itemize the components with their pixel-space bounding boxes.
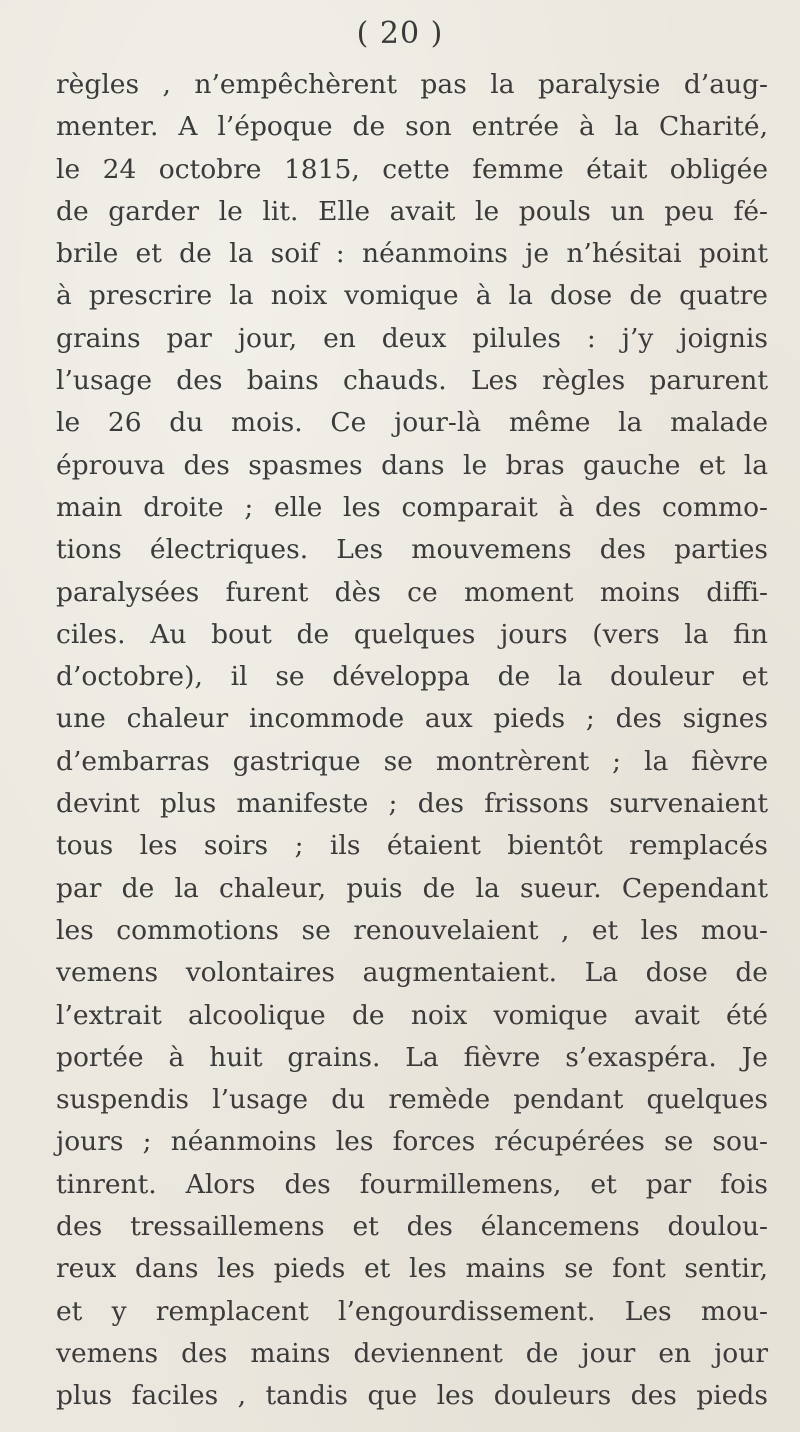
text-line: jours ; néanmoins les forces récupérées se sou- [56,1126,768,1158]
text-line: et y remplacent l’engourdissement. Les mou- [56,1295,768,1327]
text-line: le 26 du mois. Ce jour-là même la malade [56,407,768,439]
text-line: à prescrire la noix vomique à la dose de quatre [56,280,768,312]
text-line: tinrent. Alors des fourmillemens, et par fois [56,1168,768,1200]
text-line: d’octobre), il se développa de la douleur et [56,661,768,693]
text-line: vemens des mains deviennent de jour en jour [56,1337,768,1369]
text-line: suspendis l’usage du remède pendant quelques [56,1084,768,1116]
text-line: devint plus manifeste ; des frissons survenaient [56,788,768,820]
text-line: l’usage des bains chauds. Les règles parurent [56,365,768,397]
text-line: main droite ; elle les comparait à des commo- [56,491,768,523]
text-line: tions électriques. Les mouvemens des parties [56,534,768,566]
text-line: reux dans les pieds et les mains se font sentir, [56,1253,768,1285]
text-line: les commotions se renouvelaient , et les mou- [56,914,768,946]
text-line: portée à huit grains. La fièvre s’exaspéra. Je [56,1041,768,1073]
text-line: éprouva des spasmes dans le bras gauche et la [56,449,768,481]
text-line: l’extrait alcoolique de noix vomique avait été [56,999,768,1031]
text-line: brile et de la soif : néanmoins je n’hésitai point [56,238,768,270]
text-line: menter. A l’époque de son entrée à la Charité, [56,111,768,143]
page-number: ( 20 ) [356,16,444,51]
text-line: paralysées furent dès ce moment moins diffi- [56,576,768,608]
body-text [56,64,768,1418]
text-line: par de la chaleur, puis de la sueur. Cependant [56,872,768,904]
text-line: règles , n’empêchèrent pas la paralysie d’aug- [56,69,768,100]
text-line: tous les soirs ; ils étaient bientôt remplacés [56,830,768,862]
text-line: de garder le lit. Elle avait le pouls un peu fé- [56,195,768,227]
text-line: ciles. Au bout de quelques jours (vers la fin [56,618,768,650]
text-line: grains par jour, en deux pilules : j’y joignis [56,322,768,354]
text-line: d’embarras gastrique se montrèrent ; la fièvre [56,745,768,777]
text-line: le 24 octobre 1815, cette femme était obligée [56,153,768,185]
text-line: vemens volontaires augmentaient. La dose de [56,957,768,989]
text-line: une chaleur incommode aux pieds ; des signes [56,703,768,735]
text-line: plus faciles , tandis que les douleurs des pieds [56,1380,768,1412]
text-line: des tressaillemens et des élancemens doulou- [56,1211,768,1243]
